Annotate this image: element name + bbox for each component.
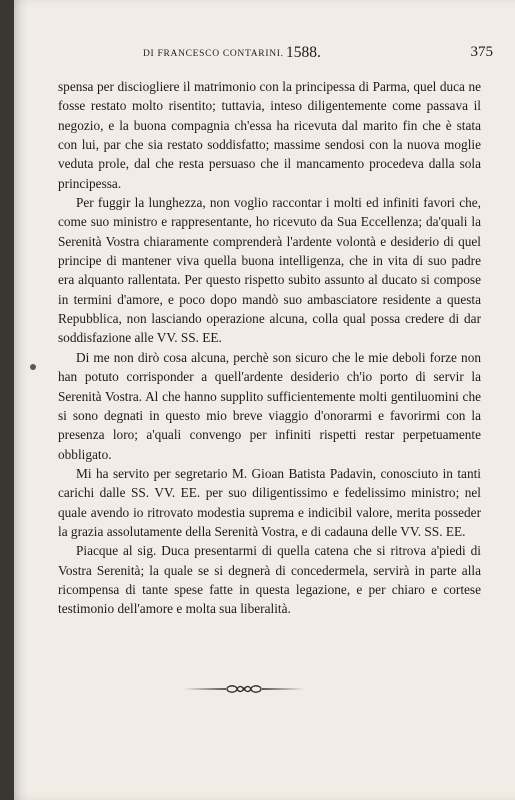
book-page	[14, 0, 515, 800]
paragraph: Piacque al sig. Duca presentarmi di quella catena che si ritrova a'piedi di Vostra Serenità; la quale se si degnerà di concedermela, servirà in parte alla ricompensa di tante spese fatte in questa legazione, e per chiaro e cortese testimonio dell'amore e molta sua liberalità.	[58, 543, 481, 617]
paragraph: Mi ha servito per segretario M. Gioan Batista Padavin, conosciuto in tanti carichi dalle SS. VV. EE. per suo diligentissimo e fedelissimo ministro; nel quale avendo io ritrovato modestia suprema e indicibil valore, merita posseder la grazia assolutamente della Serenità Vostra, e di cadauna delle VV. SS. EE.	[58, 465, 481, 539]
margin-ink-spot	[30, 364, 36, 370]
page-number: 375	[470, 44, 493, 60]
paragraph: Per fuggir la lunghezza, non voglio raccontar i molti ed infiniti favori che, come suo ministro e rappresentante, ho ricevuto da Sua Eccellenza; da'quali la Serenità Vostra chiaramente comprenderà l'ardente volontà e desiderio di quel principe di mantener viva quella buona intelligenza, che in vita di suo padre era alquanto rallentata. Per questo rispetto subito assunto al ducato si compose in termini d'amore, e poco dopo mandò suo ambasciatore residente a questa Repubblica, non lasciando operazione alcuna, colla qual possa credere di dar soddisfazione alle VV. SS. EE.	[58, 195, 481, 346]
header-year: 1588.	[286, 44, 321, 61]
paragraph: Di me non dirò cosa alcuna, perchè son sicuro che le mie deboli forze non han potuto corrisponder a quell'ardente desiderio ch'io porto di servir la Serenità Vostra. Al che hanno supplito sufficientemente molti gentiluomini che si sono degnati in questo mio breve viaggio d'onorarmi e favorirmi con la presenza loro; a'quali convengo per infiniti rispetti restar perpetuamente obbligato.	[58, 349, 481, 462]
running-title: DI FRANCESCO CONTARINI.	[143, 49, 284, 59]
paragraph: spensa per discioglierе il matrimonio con la principessa di Parma, quel duca ne fosse restato molto risentito; tuttavia, inteso diligentemente come passava il negozio, e la buona compagnia ch'essa ha ricevuta dal marito fin che è stata con lui, par che sia restato soddisfatto; massime sendosi con la nuova moglie veduta prole, dal che resta persuaso che il mancamento procedeva dalla sola principessa.	[58, 79, 481, 191]
end-ornament-icon	[182, 683, 306, 695]
body-text	[58, 77, 481, 619]
page-header	[143, 44, 493, 66]
